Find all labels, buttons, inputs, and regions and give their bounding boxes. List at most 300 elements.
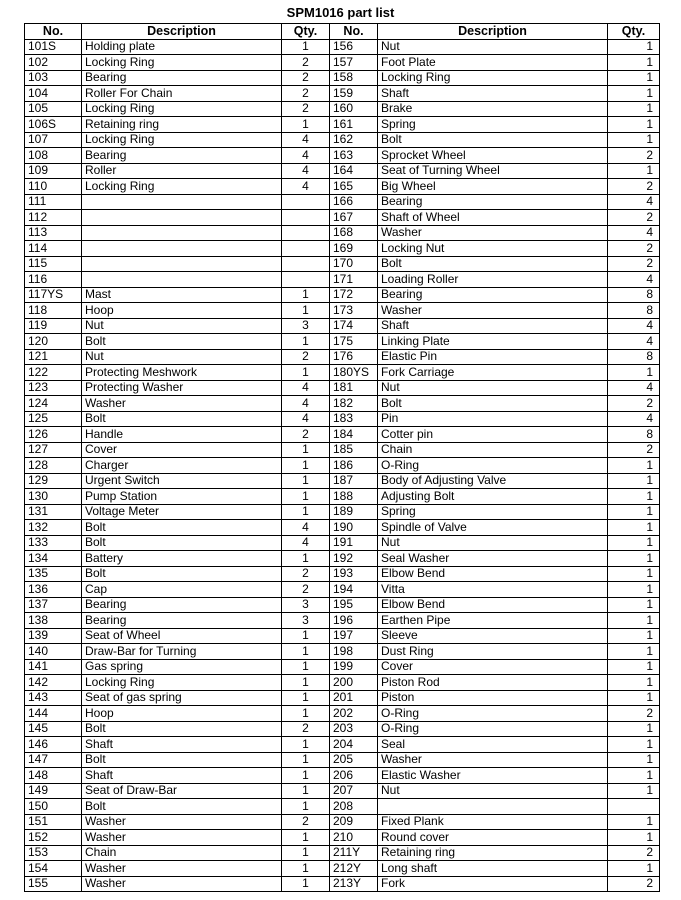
part-number-cell: 192 [330, 551, 378, 567]
part-number-cell: 175 [330, 334, 378, 350]
description-cell: Sleeve [378, 628, 608, 644]
qty-cell: 1 [282, 644, 330, 660]
part-number-cell: 124 [25, 396, 82, 412]
table-row [25, 380, 660, 396]
table-row [25, 721, 660, 737]
description-cell: Urgent Switch [82, 473, 282, 489]
part-number-cell: 201 [330, 690, 378, 706]
part-number-cell: 143 [25, 690, 82, 706]
table-row [25, 365, 660, 381]
qty-cell: 1 [282, 768, 330, 784]
qty-cell: 1 [282, 39, 330, 55]
part-number-cell: 167 [330, 210, 378, 226]
table-row [25, 458, 660, 474]
description-cell: Nut [82, 349, 282, 365]
description-cell: Chain [378, 442, 608, 458]
qty-cell: 1 [608, 458, 660, 474]
part-number-cell: 187 [330, 473, 378, 489]
part-number-cell: 101S [25, 39, 82, 55]
qty-cell: 1 [282, 489, 330, 505]
qty-cell: 1 [608, 768, 660, 784]
qty-cell: 1 [282, 752, 330, 768]
description-cell: Handle [82, 427, 282, 443]
description-cell: Locking Ring [82, 101, 282, 117]
qty-cell: 1 [282, 365, 330, 381]
qty-cell: 1 [608, 737, 660, 753]
part-number-cell: 181 [330, 380, 378, 396]
description-cell: Bearing [378, 287, 608, 303]
table-row [25, 101, 660, 117]
qty-cell: 1 [608, 489, 660, 505]
part-number-cell: 156 [330, 39, 378, 55]
qty-cell: 2 [608, 396, 660, 412]
qty-cell [282, 225, 330, 241]
description-cell [82, 194, 282, 210]
description-cell: Loading Roller [378, 272, 608, 288]
table-row [25, 70, 660, 86]
part-number-cell: 113 [25, 225, 82, 241]
part-number-cell: 163 [330, 148, 378, 164]
description-cell: Pump Station [82, 489, 282, 505]
description-cell: Shaft [82, 768, 282, 784]
table-row [25, 303, 660, 319]
table-row [25, 241, 660, 257]
table-row [25, 659, 660, 675]
description-cell: Nut [378, 380, 608, 396]
description-cell: Vitta [378, 582, 608, 598]
part-number-cell: 172 [330, 287, 378, 303]
part-number-cell: 173 [330, 303, 378, 319]
description-cell: Nut [378, 39, 608, 55]
part-number-cell: 207 [330, 783, 378, 799]
qty-cell: 1 [608, 628, 660, 644]
description-cell: Draw-Bar for Turning [82, 644, 282, 660]
table-row [25, 225, 660, 241]
description-cell: Protecting Washer [82, 380, 282, 396]
part-number-cell: 155 [25, 876, 82, 892]
description-cell: Hoop [82, 303, 282, 319]
table-row [25, 566, 660, 582]
part-number-cell: 185 [330, 442, 378, 458]
qty-cell: 8 [608, 349, 660, 365]
part-number-cell: 151 [25, 814, 82, 830]
table-row [25, 613, 660, 629]
page-title: SPM1016 part list [286, 5, 395, 20]
part-number-cell: 182 [330, 396, 378, 412]
qty-cell: 2 [282, 349, 330, 365]
part-number-cell: 212Y [330, 861, 378, 877]
qty-cell: 1 [608, 721, 660, 737]
description-cell: Bolt [82, 721, 282, 737]
part-number-cell: 146 [25, 737, 82, 753]
description-cell: Washer [82, 830, 282, 846]
qty-cell: 1 [608, 783, 660, 799]
qty-cell: 1 [608, 830, 660, 846]
part-number-cell: 106S [25, 117, 82, 133]
qty-cell: 2 [608, 442, 660, 458]
description-cell: Piston Rod [378, 675, 608, 691]
table-row [25, 473, 660, 489]
qty-cell: 1 [608, 117, 660, 133]
part-number-cell: 123 [25, 380, 82, 396]
part-number-cell: 200 [330, 675, 378, 691]
parts-table [24, 23, 660, 892]
qty-cell: 1 [608, 597, 660, 613]
description-cell: Nut [82, 318, 282, 334]
part-number-cell: 209 [330, 814, 378, 830]
table-row [25, 768, 660, 784]
description-cell: Shaft [82, 737, 282, 753]
qty-cell: 1 [608, 690, 660, 706]
description-cell: Dust Ring [378, 644, 608, 660]
table-row [25, 706, 660, 722]
table-row [25, 318, 660, 334]
part-number-cell: 190 [330, 520, 378, 536]
qty-cell: 2 [282, 814, 330, 830]
qty-cell: 1 [608, 86, 660, 102]
part-number-cell: 211Y [330, 845, 378, 861]
table-row [25, 814, 660, 830]
description-cell: Locking Ring [82, 55, 282, 71]
description-cell: Elbow Bend [378, 566, 608, 582]
qty-cell: 1 [608, 613, 660, 629]
qty-cell: 1 [282, 799, 330, 815]
qty-cell: 1 [282, 628, 330, 644]
description-cell: Washer [82, 396, 282, 412]
table-row [25, 148, 660, 164]
description-cell: Cap [82, 582, 282, 598]
qty-cell: 8 [608, 287, 660, 303]
qty-cell: 1 [282, 334, 330, 350]
part-number-cell: 154 [25, 861, 82, 877]
table-row [25, 39, 660, 55]
description-cell: Locking Nut [378, 241, 608, 257]
description-cell: Chain [82, 845, 282, 861]
qty-cell: 1 [282, 690, 330, 706]
description-cell: Bearing [82, 148, 282, 164]
part-number-cell: 206 [330, 768, 378, 784]
part-number-cell: 202 [330, 706, 378, 722]
qty-cell: 1 [282, 876, 330, 892]
part-number-cell: 152 [25, 830, 82, 846]
qty-cell: 1 [608, 582, 660, 598]
description-cell: Bolt [82, 411, 282, 427]
part-number-cell: 153 [25, 845, 82, 861]
qty-cell: 2 [282, 582, 330, 598]
description-cell: Washer [82, 814, 282, 830]
part-number-cell: 118 [25, 303, 82, 319]
description-cell: Bolt [378, 396, 608, 412]
description-cell: Fork [378, 876, 608, 892]
qty-cell: 1 [608, 70, 660, 86]
part-number-cell: 213Y [330, 876, 378, 892]
part-number-cell: 168 [330, 225, 378, 241]
description-cell: Linking Plate [378, 334, 608, 350]
table-row [25, 272, 660, 288]
description-cell: Nut [378, 535, 608, 551]
description-cell: Seat of Wheel [82, 628, 282, 644]
description-cell: Elastic Washer [378, 768, 608, 784]
table-row [25, 551, 660, 567]
table-row [25, 179, 660, 195]
description-cell: Retaining ring [378, 845, 608, 861]
qty-cell: 1 [608, 659, 660, 675]
qty-cell: 1 [282, 442, 330, 458]
part-number-cell: 117YS [25, 287, 82, 303]
description-cell: Spindle of Valve [378, 520, 608, 536]
description-cell: Locking Ring [378, 70, 608, 86]
qty-cell: 4 [608, 272, 660, 288]
part-number-cell: 139 [25, 628, 82, 644]
table-row [25, 411, 660, 427]
description-cell: Earthen Pipe [378, 613, 608, 629]
description-cell: Seal [378, 737, 608, 753]
description-cell: Elbow Bend [378, 597, 608, 613]
description-cell: Elastic Pin [378, 349, 608, 365]
qty-cell: 4 [282, 148, 330, 164]
part-number-cell: 164 [330, 163, 378, 179]
qty-cell: 1 [608, 504, 660, 520]
qty-cell: 4 [282, 411, 330, 427]
description-cell: Long shaft [378, 861, 608, 877]
part-number-cell: 127 [25, 442, 82, 458]
table-row [25, 675, 660, 691]
table-row [25, 799, 660, 815]
qty-cell: 4 [608, 411, 660, 427]
qty-cell: 2 [282, 86, 330, 102]
table-row [25, 427, 660, 443]
table-row [25, 628, 660, 644]
part-number-cell: 120 [25, 334, 82, 350]
description-cell: Charger [82, 458, 282, 474]
qty-cell: 2 [608, 845, 660, 861]
description-cell: Seal Washer [378, 551, 608, 567]
part-number-cell: 116 [25, 272, 82, 288]
description-cell: Body of Adjusting Valve [378, 473, 608, 489]
table-header-row [25, 24, 660, 40]
qty-cell: 8 [608, 303, 660, 319]
qty-cell: 1 [608, 365, 660, 381]
qty-cell [608, 799, 660, 815]
part-number-cell: 131 [25, 504, 82, 520]
description-cell: Seat of Draw-Bar [82, 783, 282, 799]
description-cell: Shaft [378, 318, 608, 334]
part-number-cell: 130 [25, 489, 82, 505]
part-number-cell: 158 [330, 70, 378, 86]
part-number-cell: 144 [25, 706, 82, 722]
qty-cell: 2 [608, 706, 660, 722]
part-number-cell: 105 [25, 101, 82, 117]
part-number-cell: 198 [330, 644, 378, 660]
qty-cell: 1 [282, 473, 330, 489]
qty-cell: 1 [282, 458, 330, 474]
table-row [25, 752, 660, 768]
description-cell: Shaft [378, 86, 608, 102]
table-row [25, 520, 660, 536]
description-cell [82, 210, 282, 226]
description-cell: Hoop [82, 706, 282, 722]
description-cell [82, 225, 282, 241]
description-cell: Washer [82, 876, 282, 892]
part-number-cell: 102 [25, 55, 82, 71]
description-cell: Locking Ring [82, 179, 282, 195]
part-number-cell: 191 [330, 535, 378, 551]
part-number-cell: 128 [25, 458, 82, 474]
qty-cell: 1 [282, 303, 330, 319]
qty-cell: 1 [282, 737, 330, 753]
description-cell: Cover [378, 659, 608, 675]
part-number-cell: 174 [330, 318, 378, 334]
part-number-cell: 193 [330, 566, 378, 582]
header-qty-left: Qty. [282, 24, 330, 40]
table-row [25, 830, 660, 846]
description-cell: Seat of gas spring [82, 690, 282, 706]
description-cell [82, 272, 282, 288]
qty-cell: 1 [608, 644, 660, 660]
qty-cell [282, 210, 330, 226]
qty-cell: 1 [282, 675, 330, 691]
qty-cell: 4 [282, 535, 330, 551]
description-cell: Sprocket Wheel [378, 148, 608, 164]
qty-cell: 4 [608, 380, 660, 396]
description-cell: Fixed Plank [378, 814, 608, 830]
description-cell: O-Ring [378, 706, 608, 722]
description-cell: Bolt [82, 566, 282, 582]
description-cell: Bolt [82, 535, 282, 551]
qty-cell: 2 [282, 55, 330, 71]
part-number-cell: 104 [25, 86, 82, 102]
description-cell: Roller For Chain [82, 86, 282, 102]
qty-cell: 1 [282, 659, 330, 675]
qty-cell: 1 [608, 132, 660, 148]
qty-cell: 1 [608, 163, 660, 179]
description-cell [82, 241, 282, 257]
part-number-cell: 133 [25, 535, 82, 551]
part-number-cell: 129 [25, 473, 82, 489]
qty-cell: 4 [282, 380, 330, 396]
part-number-cell: 110 [25, 179, 82, 195]
parts-table-body [25, 39, 660, 892]
part-number-cell: 112 [25, 210, 82, 226]
description-cell: Pin [378, 411, 608, 427]
table-row [25, 86, 660, 102]
qty-cell: 4 [608, 225, 660, 241]
part-number-cell: 199 [330, 659, 378, 675]
qty-cell: 3 [282, 318, 330, 334]
part-number-cell: 150 [25, 799, 82, 815]
part-number-cell: 159 [330, 86, 378, 102]
part-number-cell: 122 [25, 365, 82, 381]
qty-cell: 4 [608, 318, 660, 334]
description-cell: Spring [378, 117, 608, 133]
table-row [25, 737, 660, 753]
part-number-cell: 114 [25, 241, 82, 257]
part-number-cell: 140 [25, 644, 82, 660]
description-cell [82, 256, 282, 272]
description-cell: Cover [82, 442, 282, 458]
description-cell: Bolt [82, 334, 282, 350]
part-number-cell: 108 [25, 148, 82, 164]
table-row [25, 845, 660, 861]
qty-cell [282, 256, 330, 272]
qty-cell: 1 [282, 706, 330, 722]
table-row [25, 644, 660, 660]
qty-cell: 4 [282, 520, 330, 536]
description-cell: Cotter pin [378, 427, 608, 443]
description-cell: Locking Ring [82, 675, 282, 691]
part-number-cell: 210 [330, 830, 378, 846]
qty-cell: 2 [608, 179, 660, 195]
qty-cell: 1 [282, 783, 330, 799]
description-cell: Bolt [378, 256, 608, 272]
part-number-cell: 208 [330, 799, 378, 815]
table-row [25, 504, 660, 520]
qty-cell: 1 [608, 752, 660, 768]
part-number-cell: 119 [25, 318, 82, 334]
table-row [25, 117, 660, 133]
header-no-right: No. [330, 24, 378, 40]
qty-cell: 1 [608, 675, 660, 691]
qty-cell [282, 194, 330, 210]
description-cell: Foot Plate [378, 55, 608, 71]
description-cell: Shaft of Wheel [378, 210, 608, 226]
part-number-cell: 111 [25, 194, 82, 210]
table-row [25, 396, 660, 412]
qty-cell: 1 [608, 814, 660, 830]
description-cell: Bolt [82, 799, 282, 815]
description-cell: Bearing [82, 597, 282, 613]
part-number-cell: 125 [25, 411, 82, 427]
table-row [25, 287, 660, 303]
qty-cell: 2 [282, 566, 330, 582]
qty-cell: 1 [282, 830, 330, 846]
description-cell: O-Ring [378, 721, 608, 737]
part-number-cell: 180YS [330, 365, 378, 381]
description-cell: Voltage Meter [82, 504, 282, 520]
qty-cell: 2 [282, 70, 330, 86]
qty-cell: 1 [608, 861, 660, 877]
table-row [25, 489, 660, 505]
part-number-cell: 160 [330, 101, 378, 117]
description-cell: Washer [378, 752, 608, 768]
part-number-cell: 149 [25, 783, 82, 799]
part-number-cell: 169 [330, 241, 378, 257]
qty-cell: 2 [608, 148, 660, 164]
part-number-cell: 157 [330, 55, 378, 71]
description-cell: O-Ring [378, 458, 608, 474]
table-row [25, 597, 660, 613]
description-cell: Washer [378, 225, 608, 241]
part-number-cell: 162 [330, 132, 378, 148]
qty-cell: 4 [282, 396, 330, 412]
description-cell: Bearing [82, 70, 282, 86]
description-cell: Washer [378, 303, 608, 319]
description-cell: Mast [82, 287, 282, 303]
table-row [25, 535, 660, 551]
qty-cell: 4 [282, 163, 330, 179]
qty-cell [282, 241, 330, 257]
header-description-left: Description [82, 24, 282, 40]
description-cell: Bearing [378, 194, 608, 210]
part-number-cell: 132 [25, 520, 82, 536]
table-row [25, 442, 660, 458]
description-cell: Bolt [82, 520, 282, 536]
qty-cell: 3 [282, 597, 330, 613]
description-cell: Fork Carriage [378, 365, 608, 381]
table-row [25, 256, 660, 272]
qty-cell: 8 [608, 427, 660, 443]
qty-cell: 1 [282, 551, 330, 567]
